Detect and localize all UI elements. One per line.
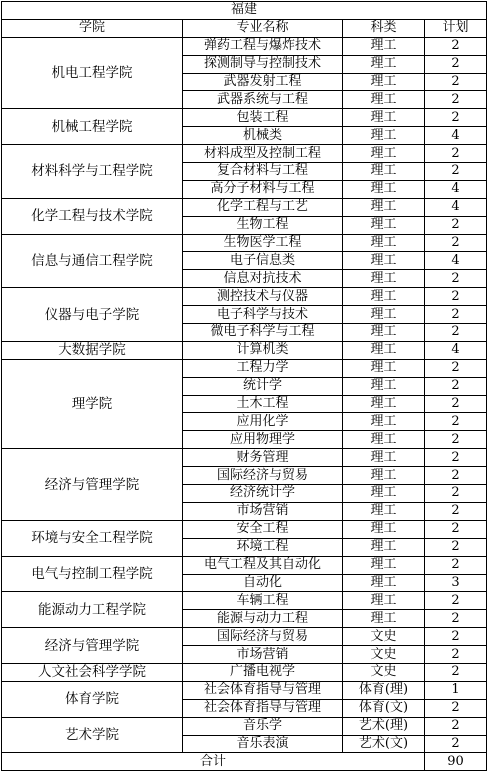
major-cell: 生物医学工程: [183, 234, 343, 252]
plan-cell: 2: [425, 216, 487, 234]
major-cell: 测控技术与仪器: [183, 288, 343, 306]
plan-cell: 3: [425, 574, 487, 592]
college-cell: 体育学院: [2, 681, 183, 717]
category-cell: 理工: [343, 180, 425, 198]
category-cell: 艺术(理): [343, 717, 425, 735]
major-cell: 统计学: [183, 377, 343, 395]
college-cell: 机械工程学院: [2, 109, 183, 145]
category-cell: 理工: [343, 91, 425, 109]
major-cell: 土木工程: [183, 395, 343, 413]
major-cell: 高分子材料与工程: [183, 180, 343, 198]
plan-cell: 2: [425, 431, 487, 449]
table-row: [2, 592, 487, 610]
header-college: 学院: [2, 19, 183, 37]
plan-cell: 2: [425, 663, 487, 681]
plan-cell: 4: [425, 198, 487, 216]
total-label: 合计: [2, 753, 425, 771]
category-cell: 理工: [343, 234, 425, 252]
major-cell: 应用物理学: [183, 431, 343, 449]
table-row: [2, 520, 487, 538]
major-cell: 自动化: [183, 574, 343, 592]
category-cell: 文史: [343, 628, 425, 646]
plan-cell: 2: [425, 610, 487, 628]
plan-cell: 2: [425, 234, 487, 252]
plan-cell: 2: [425, 91, 487, 109]
plan-cell: 2: [425, 485, 487, 503]
college-cell: 环境与安全工程学院: [2, 520, 183, 556]
category-cell: 理工: [343, 431, 425, 449]
college-cell: 艺术学院: [2, 717, 183, 753]
category-cell: 理工: [343, 198, 425, 216]
category-cell: 理工: [343, 520, 425, 538]
total-value: 90: [425, 753, 487, 771]
major-cell: 应用化学: [183, 413, 343, 431]
plan-cell: 2: [425, 717, 487, 735]
plan-cell: 2: [425, 37, 487, 55]
category-cell: 理工: [343, 127, 425, 145]
table-row: [2, 717, 487, 735]
plan-cell: 2: [425, 449, 487, 467]
major-cell: 电子信息类: [183, 252, 343, 270]
category-cell: 理工: [343, 145, 425, 163]
category-cell: 理工: [343, 395, 425, 413]
college-cell: 经济与管理学院: [2, 628, 183, 664]
plan-cell: 4: [425, 180, 487, 198]
major-cell: 环境工程: [183, 538, 343, 556]
category-cell: 理工: [343, 216, 425, 234]
table-row: [2, 359, 487, 377]
major-cell: 市场营销: [183, 646, 343, 664]
major-cell: 化学工程与工艺: [183, 198, 343, 216]
category-cell: 理工: [343, 163, 425, 181]
table-row: [2, 198, 487, 216]
major-cell: 车辆工程: [183, 592, 343, 610]
major-cell: 财务管理: [183, 449, 343, 467]
plan-cell: 4: [425, 127, 487, 145]
table-row: [2, 556, 487, 574]
plan-cell: 2: [425, 628, 487, 646]
header-category: 科类: [343, 19, 425, 37]
category-cell: 理工: [343, 252, 425, 270]
major-cell: 机械类: [183, 127, 343, 145]
total-row: [2, 753, 487, 771]
plan-cell: 2: [425, 377, 487, 395]
table-row: [2, 681, 487, 699]
category-cell: 理工: [343, 324, 425, 342]
plan-cell: 2: [425, 646, 487, 664]
plan-cell: 2: [425, 395, 487, 413]
admission-plan-table: [1, 1, 487, 771]
plan-cell: 2: [425, 109, 487, 127]
plan-cell: 2: [425, 538, 487, 556]
major-cell: 经济统计学: [183, 485, 343, 503]
category-cell: 理工: [343, 377, 425, 395]
category-cell: 文史: [343, 646, 425, 664]
plan-cell: 2: [425, 592, 487, 610]
major-cell: 武器系统与工程: [183, 91, 343, 109]
category-cell: 艺术(文): [343, 735, 425, 753]
major-cell: 音乐学: [183, 717, 343, 735]
major-cell: 能源与动力工程: [183, 610, 343, 628]
major-cell: 武器发射工程: [183, 73, 343, 91]
table-row: [2, 37, 487, 55]
college-cell: 理学院: [2, 359, 183, 448]
major-cell: 探测制导与控制技术: [183, 55, 343, 73]
plan-cell: 2: [425, 73, 487, 91]
table-row: [2, 341, 487, 359]
category-cell: 理工: [343, 574, 425, 592]
major-cell: 电子科学与技术: [183, 306, 343, 324]
college-cell: 人文社会科学学院: [2, 663, 183, 681]
table-row: [2, 449, 487, 467]
major-cell: 弹药工程与爆炸技术: [183, 37, 343, 55]
plan-cell: 2: [425, 502, 487, 520]
category-cell: 理工: [343, 109, 425, 127]
category-cell: 理工: [343, 610, 425, 628]
header-row: [2, 19, 487, 37]
plan-cell: 4: [425, 341, 487, 359]
major-cell: 社会体育指导与管理: [183, 681, 343, 699]
plan-cell: 2: [425, 324, 487, 342]
table-row: [2, 663, 487, 681]
table-row: [2, 234, 487, 252]
table-row: [2, 145, 487, 163]
category-cell: 理工: [343, 413, 425, 431]
category-cell: 理工: [343, 592, 425, 610]
plan-cell: 2: [425, 735, 487, 753]
major-cell: 包装工程: [183, 109, 343, 127]
major-cell: 复合材料与工程: [183, 163, 343, 181]
category-cell: 理工: [343, 467, 425, 485]
plan-cell: 2: [425, 306, 487, 324]
major-cell: 计算机类: [183, 341, 343, 359]
table-title: 福建: [2, 2, 487, 20]
table-body: [2, 37, 487, 753]
plan-cell: 2: [425, 556, 487, 574]
category-cell: 理工: [343, 73, 425, 91]
major-cell: 国际经济与贸易: [183, 467, 343, 485]
major-cell: 安全工程: [183, 520, 343, 538]
college-cell: 经济与管理学院: [2, 449, 183, 521]
category-cell: 理工: [343, 270, 425, 288]
table-row: [2, 628, 487, 646]
major-cell: 国际经济与贸易: [183, 628, 343, 646]
header-plan: 计划: [425, 19, 487, 37]
title-row: [2, 2, 487, 20]
category-cell: 理工: [343, 359, 425, 377]
major-cell: 市场营销: [183, 502, 343, 520]
college-cell: 大数据学院: [2, 341, 183, 359]
major-cell: 广播电视学: [183, 663, 343, 681]
plan-cell: 2: [425, 520, 487, 538]
plan-cell: 2: [425, 55, 487, 73]
category-cell: 理工: [343, 556, 425, 574]
major-cell: 工程力学: [183, 359, 343, 377]
category-cell: 理工: [343, 449, 425, 467]
category-cell: 体育(文): [343, 699, 425, 717]
plan-cell: 2: [425, 413, 487, 431]
college-cell: 材料科学与工程学院: [2, 145, 183, 199]
table-row: [2, 109, 487, 127]
plan-cell: 2: [425, 270, 487, 288]
plan-cell: 1: [425, 681, 487, 699]
college-cell: 能源动力工程学院: [2, 592, 183, 628]
major-cell: 材料成型及控制工程: [183, 145, 343, 163]
category-cell: 文史: [343, 663, 425, 681]
major-cell: 电气工程及其自动化: [183, 556, 343, 574]
category-cell: 理工: [343, 306, 425, 324]
category-cell: 理工: [343, 55, 425, 73]
header-major: 专业名称: [183, 19, 343, 37]
category-cell: 理工: [343, 288, 425, 306]
major-cell: 微电子科学与工程: [183, 324, 343, 342]
plan-cell: 2: [425, 467, 487, 485]
category-cell: 理工: [343, 485, 425, 503]
plan-cell: 2: [425, 699, 487, 717]
category-cell: 理工: [343, 538, 425, 556]
major-cell: 社会体育指导与管理: [183, 699, 343, 717]
category-cell: 理工: [343, 341, 425, 359]
table-row: [2, 288, 487, 306]
college-cell: 电气与控制工程学院: [2, 556, 183, 592]
category-cell: 理工: [343, 502, 425, 520]
college-cell: 信息与通信工程学院: [2, 234, 183, 288]
major-cell: 音乐表演: [183, 735, 343, 753]
plan-cell: 2: [425, 145, 487, 163]
major-cell: 生物工程: [183, 216, 343, 234]
plan-cell: 2: [425, 359, 487, 377]
plan-cell: 2: [425, 163, 487, 181]
category-cell: 体育(理): [343, 681, 425, 699]
plan-cell: 2: [425, 288, 487, 306]
plan-cell: 4: [425, 252, 487, 270]
college-cell: 机电工程学院: [2, 37, 183, 109]
category-cell: 理工: [343, 37, 425, 55]
college-cell: 化学工程与技术学院: [2, 198, 183, 234]
college-cell: 仪器与电子学院: [2, 288, 183, 342]
major-cell: 信息对抗技术: [183, 270, 343, 288]
